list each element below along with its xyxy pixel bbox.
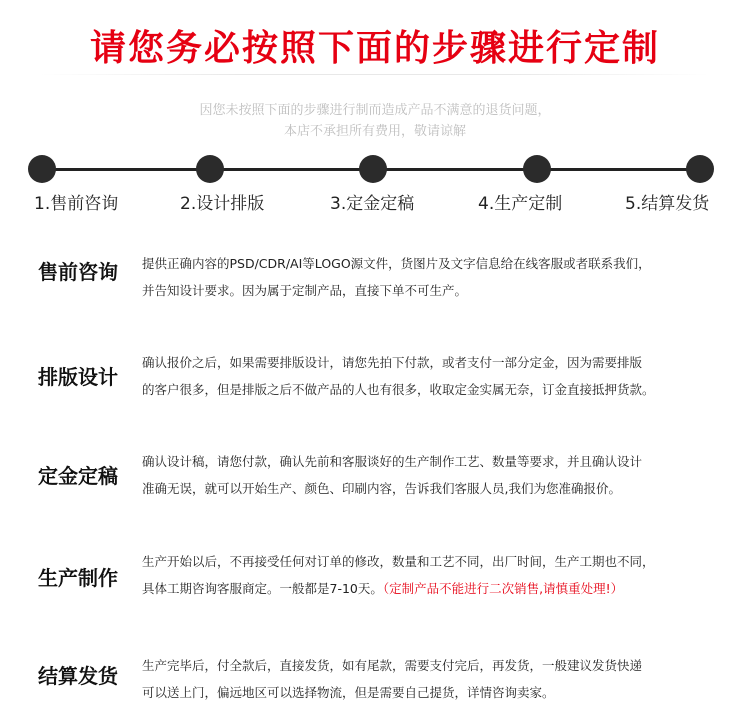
- step-dot-3: [359, 155, 387, 183]
- section-line-2: 并告知设计要求。因为属于定制产品，直接下单不可生产。: [142, 283, 468, 298]
- section-body: [142, 349, 717, 403]
- section-line-2: [142, 575, 717, 602]
- step-dot-2: [196, 155, 224, 183]
- section-body: [142, 448, 717, 502]
- section-line-1: 生产完毕后，付全款后，直接发货，如有尾款，需要支付完后，再发货，一般建议发货快递: [142, 658, 643, 673]
- section-body: [142, 250, 717, 304]
- section-title: 生产制作: [38, 566, 118, 590]
- section-line-1: 提供正确内容的PSD/CDR/AI等LOGO源文件，货图片及文字信息给在线客服或者联系我们，: [142, 256, 651, 271]
- step-label-4: 4.生产定制: [478, 194, 563, 214]
- process-timeline: [0, 155, 750, 225]
- section-line-1: 确认设计稿，请您付款，确认先前和客服谈好的生产制作工艺、数量等要求，并且确认设计: [142, 454, 643, 469]
- section-line-2: 的客户很多，但是排版之后不做产品的人也有很多，收取定金实属无奈，订金直接抵押货款。: [142, 382, 655, 397]
- notice-line-1: 因您未按照下面的步骤进行制而造成产品不满意的退货问题，: [199, 103, 551, 118]
- step-label-1: 1.售前咨询: [34, 194, 119, 214]
- title-divider: [40, 74, 710, 75]
- section-title: 排版设计: [38, 365, 118, 389]
- step-label-2: 2.设计排版: [180, 194, 265, 214]
- step-dot-1: [28, 155, 56, 183]
- section-line-1: 确认报价之后，如果需要排版设计，请您先拍下付款，或者支付一部分定金，因为需要排版: [142, 355, 643, 370]
- warning-text: （定制产品不能进行二次销售,请慎重处理!）: [382, 581, 624, 596]
- section-line-1: 生产开始以后，不再接受任何对订单的修改，数量和工艺不同，出厂时间，生产工期也不同，: [142, 554, 655, 569]
- notice-line-2: 本店不承担所有费用，敬请谅解: [283, 124, 466, 139]
- step-label-5: 5.结算发货: [625, 194, 710, 214]
- notice: [0, 100, 750, 142]
- section-body: [142, 652, 717, 706]
- step-dot-4: [523, 155, 551, 183]
- section-title: 定金定稿: [38, 464, 118, 488]
- step-label-3: 3.定金定稿: [330, 194, 415, 214]
- section-line-2: 可以送上门，偏远地区可以选择物流，但是需要自己提货，详情咨询卖家。: [142, 685, 555, 700]
- section-title: 结算发货: [38, 664, 118, 688]
- step-dot-5: [686, 155, 714, 183]
- section-title: 售前咨询: [38, 260, 118, 284]
- section-line-2: 准确无误，就可以开始生产、颜色、印刷内容，告诉我们客服人员,我们为您准确报价。: [142, 481, 621, 496]
- section-body: [142, 548, 717, 602]
- section-line-2-text: 具体工期咨询客服商定。一般都是7-10天。: [142, 581, 383, 596]
- page-title: 请您务必按照下面的步骤进行定制: [89, 28, 660, 69]
